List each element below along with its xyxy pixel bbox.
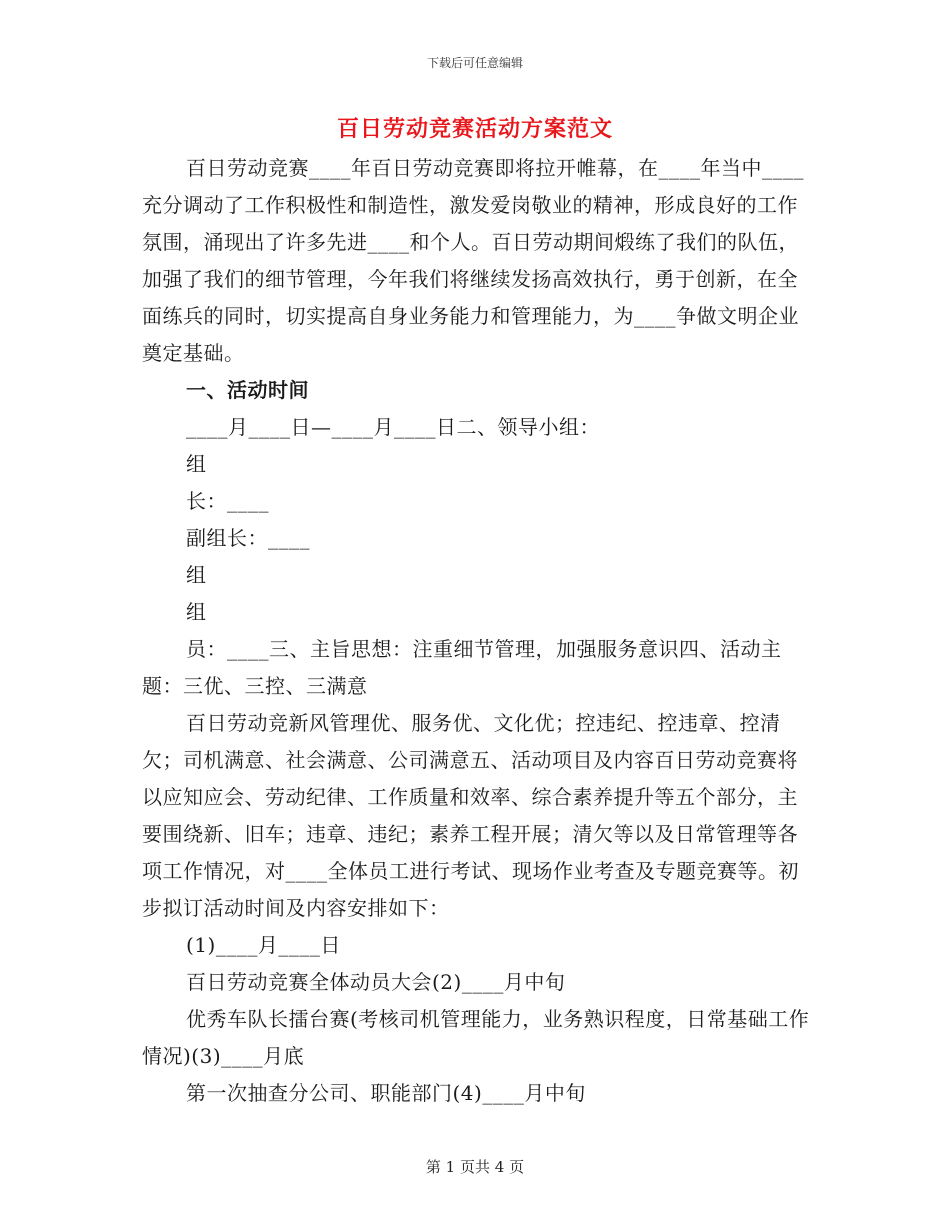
schedule-item-3: 优秀车队长擂台赛(考核司机管理能力，业务熟识程度，日常基础工作情况)(3)____月底 xyxy=(142,1007,810,1068)
header-note: 下载后可任意编辑 xyxy=(426,56,523,70)
members-paragraph: 员：____三、主旨思想：注重细节管理，加强服务意识四、活动主题：三优、三控、三满意 xyxy=(142,637,782,698)
activity-date-line: ____月____日—____月____日二、领导小组： xyxy=(186,415,600,439)
deputy-leader-line: 副组长：____ xyxy=(186,526,310,550)
page-footer: 第 1 页共 4 页 xyxy=(425,1158,525,1176)
group-line-2: 组 xyxy=(186,563,207,587)
leader-line: 长：____ xyxy=(186,489,269,513)
schedule-item-2: 百日劳动竞赛全体动员大会(2)____月中旬 xyxy=(186,970,566,994)
section-heading-activity-time: 一、活动时间 xyxy=(186,378,309,402)
schedule-item-4: 第一次抽查分公司、职能部门(4)____月中旬 xyxy=(186,1081,586,1105)
schedule-item-1: (1)____月____日 xyxy=(186,933,341,957)
group-line-1: 组 xyxy=(186,452,207,476)
document-body xyxy=(142,150,812,1112)
document-title: 百日劳动竞赛活动方案范文 xyxy=(336,116,613,142)
content-paragraph: 百日劳动竞新风管理优、服务优、文化优；控违纪、控违章、控清欠；司机满意、社会满意、公司满意五、活动项目及内容百日劳动竞赛将以应知应会、劳动纪律、工作质量和效率、综合素养提升等五个部分，主要围绕新、旧车；违章、违纪；素养工程开展；清欠等以及日常管理等各项工作情况，对____全体员工进行考试、现场作业考查及专题竞赛等。初步拟订活动时间及内容安排如下： xyxy=(142,711,799,920)
group-line-3: 组 xyxy=(186,600,207,624)
intro-paragraph: 百日劳动竞赛____年百日劳动竞赛即将拉开帷幕，在____年当中____充分调动了工作积极性和制造性，激发爱岗敬业的精神，形成良好的工作氛围，涌现出了许多先进____和个人。百日劳动期间煅练了我们的队伍，加强了我们的细节管理，今年我们将继续发扬高效执行，勇于创新，在全面练兵的同时，切实提高自身业务能力和管理能力，为____争做文明企业奠定基础。 xyxy=(142,156,804,365)
